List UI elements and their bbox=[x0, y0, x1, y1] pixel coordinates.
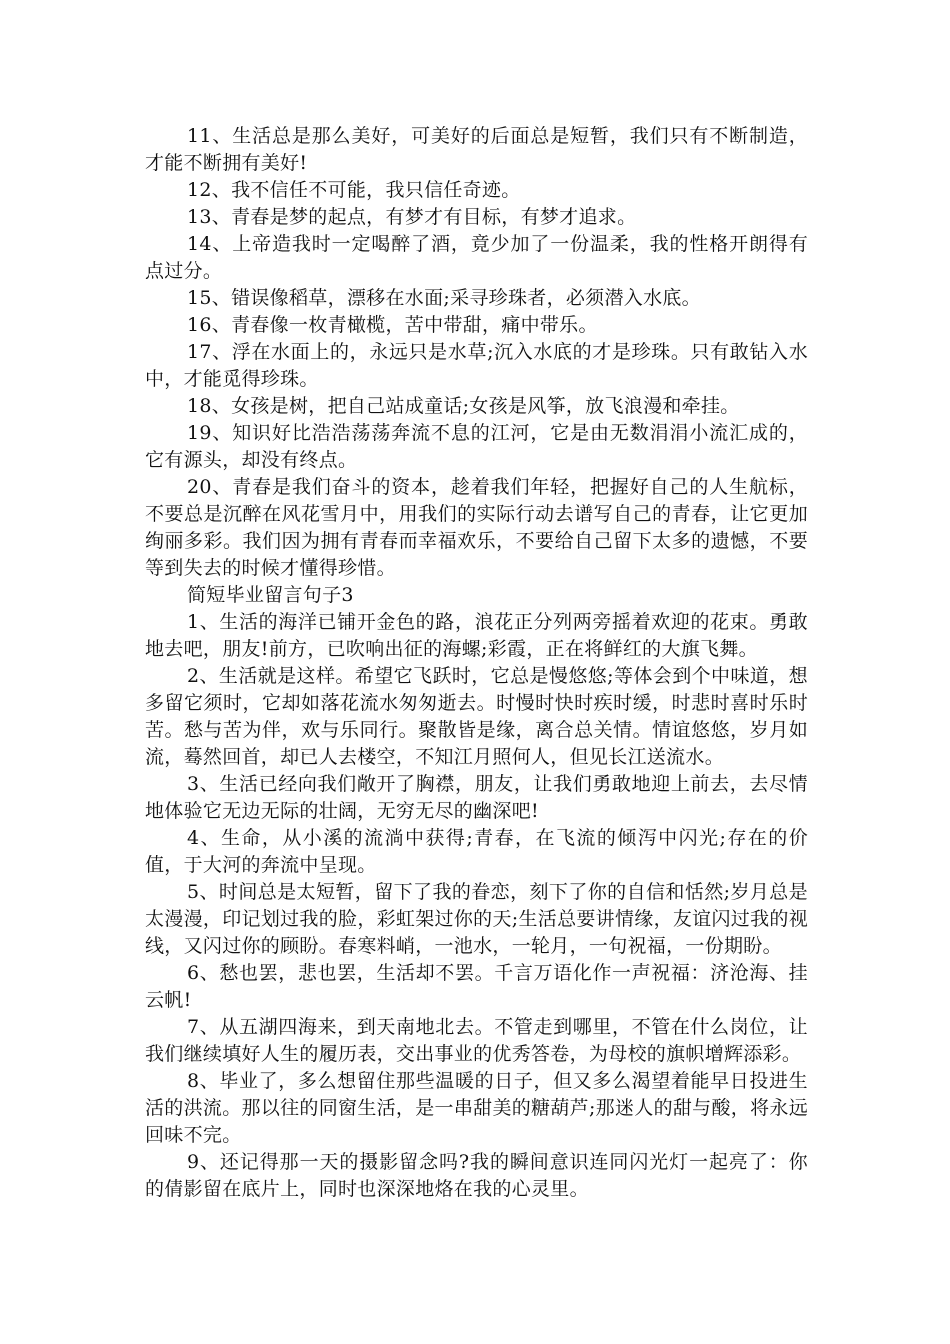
paragraph-5: 5、时间总是太短暂，留下了我的眷恋，刻下了你的自信和恬然;岁月总是太漫漫，印记划过我的脸，彩虹架过你的天;生活总要讲情缘，友谊闪过我的视线，又闪过你的顾盼。春寒料峭，一池水，一轮月，一句祝福，一份期盼。 bbox=[145, 881, 808, 957]
paragraph-12: 12、我不信任不可能，我只信任奇迹。 bbox=[187, 179, 521, 201]
paragraph-19: 19、知识好比浩浩荡荡奔流不息的江河，它是由无数涓涓小流汇成的，它有源头，却没有终点。 bbox=[145, 422, 808, 471]
paragraph-8: 8、毕业了，多么想留住那些温暖的日子，但又多么渴望着能早日投进生活的洪流。那以往的同窗生活，是一串甜美的糖葫芦;那迷人的甜与酸，将永远回味不完。 bbox=[145, 1070, 808, 1146]
section-heading: 简短毕业留言句子3 bbox=[187, 584, 354, 606]
document-body bbox=[145, 123, 808, 1203]
paragraph-20: 20、青春是我们奋斗的资本，趁着我们年轻，把握好自己的人生航标，不要总是沉醉在风花雪月中，用我们的实际行动去谱写自己的青春，让它更加绚丽多彩。我们因为拥有青春而幸福欢乐，不要给自己留下太多的遗憾，不要等到失去的时候才懂得珍惜。 bbox=[145, 476, 808, 579]
paragraph-3: 3、生活已经向我们敞开了胸襟，朋友，让我们勇敢地迎上前去，去尽情地体验它无边无际的壮阔，无穷无尽的幽深吧! bbox=[145, 773, 808, 822]
paragraph-14: 14、上帝造我时一定喝醉了酒，竟少加了一份温柔，我的性格开朗得有点过分。 bbox=[145, 233, 808, 282]
paragraph-18: 18、女孩是树，把自己站成童话;女孩是风筝，放飞浪漫和牵挂。 bbox=[187, 395, 740, 417]
paragraph-6: 6、愁也罢，悲也罢，生活却不罢。千言万语化作一声祝福：济沧海、挂云帆! bbox=[145, 962, 808, 1011]
paragraph-7: 7、从五湖四海来，到天南地北去。不管走到哪里，不管在什么岗位，让我们继续填好人生的履历表，交出事业的优秀答卷，为母校的旗帜增辉添彩。 bbox=[145, 1016, 808, 1065]
paragraph-1: 1、生活的海洋已铺开金色的路，浪花正分列两旁摇着欢迎的花束。勇敢地去吧，朋友!前方，已吹响出征的海螺;彩霞，正在将鲜红的大旗飞舞。 bbox=[145, 611, 808, 660]
paragraph-4: 4、生命，从小溪的流淌中获得;青春，在飞流的倾泻中闪光;存在的价值，于大河的奔流中呈现。 bbox=[145, 827, 808, 876]
paragraph-9: 9、还记得那一天的摄影留念吗?我的瞬间意识连同闪光灯一起亮了：你的倩影留在底片上，同时也深深地烙在我的心灵里。 bbox=[145, 1151, 808, 1200]
paragraph-15: 15、错误像稻草，漂移在水面;采寻珍珠者，必须潜入水底。 bbox=[187, 287, 701, 309]
paragraph-11: 11、生活总是那么美好，可美好的后面总是短暂，我们只有不断制造，才能不断拥有美好! bbox=[145, 125, 808, 174]
paragraph-17: 17、浮在水面上的，永远只是水草;沉入水底的才是珍珠。只有敢钻入水中，才能觅得珍珠。 bbox=[145, 341, 808, 390]
paragraph-16: 16、青春像一枚青橄榄，苦中带甜，痛中带乐。 bbox=[187, 314, 598, 336]
paragraph-2: 2、生活就是这样。希望它飞跃时，它总是慢悠悠;等体会到个中味道，想多留它须时，它却如落花流水匆匆逝去。时慢时快时疾时缓，时悲时喜时乐时苦。愁与苦为伴，欢与乐同行。聚散皆是缘，离合总关情。情谊悠悠，岁月如流，蓦然回首，却已人去楼空，不知江月照何人，但见长江送流水。 bbox=[145, 665, 808, 768]
paragraph-13: 13、青春是梦的起点，有梦才有目标，有梦才追求。 bbox=[187, 206, 637, 228]
